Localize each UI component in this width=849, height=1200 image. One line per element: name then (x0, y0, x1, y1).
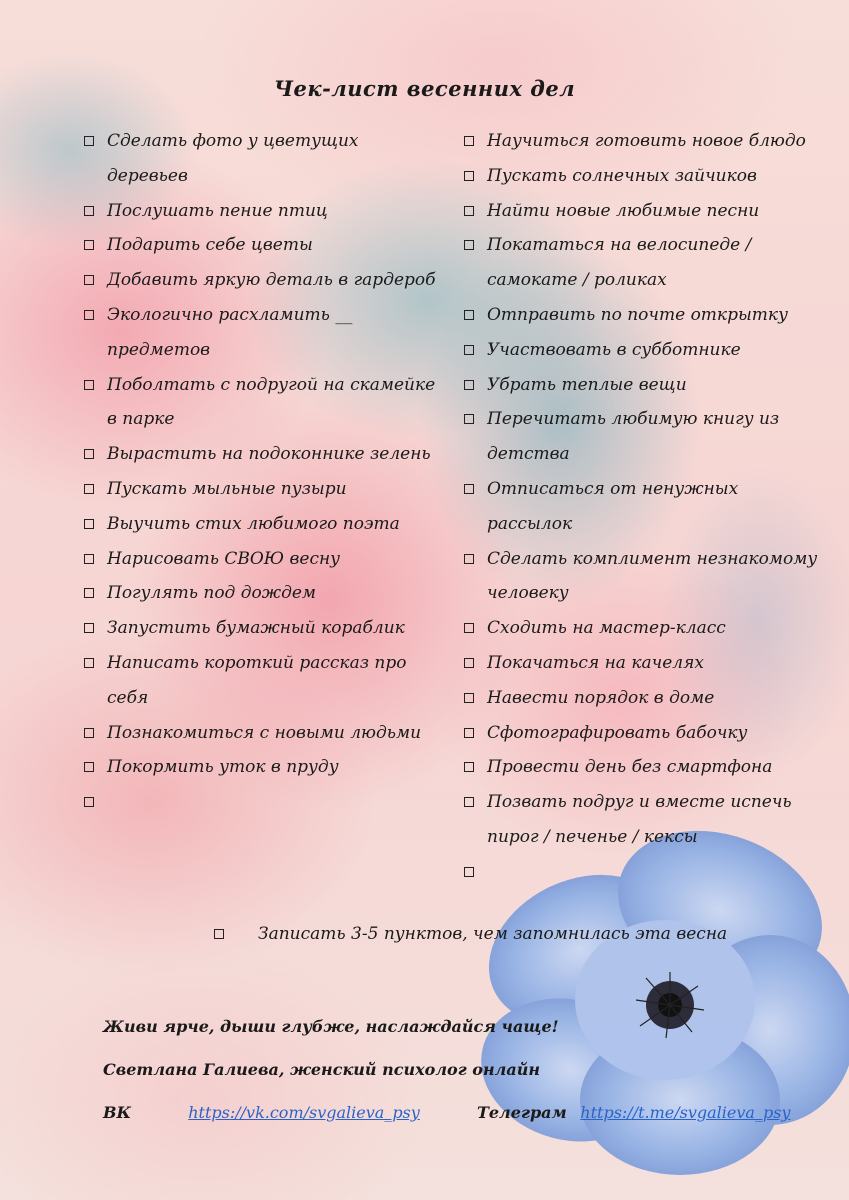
checklist-item[interactable]: Погулять под дождем (84, 576, 444, 611)
checklist-item[interactable]: Участвовать в субботнике (464, 333, 824, 368)
checklist-item[interactable]: Выучить стих любимого поэта (84, 507, 444, 542)
checkbox[interactable] (84, 275, 94, 285)
checkbox[interactable] (464, 240, 474, 250)
checklist-item[interactable]: Запустить бумажный кораблик (84, 611, 444, 646)
checklist-item[interactable]: Пускать мыльные пузыри (84, 472, 444, 507)
checklist-item[interactable]: Нарисовать СВОЮ весну (84, 542, 444, 577)
checklist-right (464, 124, 824, 877)
checkbox[interactable] (84, 484, 94, 494)
checkbox[interactable] (464, 310, 474, 320)
checklist-item[interactable]: Сделать комплимент незнакомому человеку (464, 542, 824, 612)
checkbox[interactable] (84, 380, 94, 390)
checklist-item[interactable]: Найти новые любимые песни (464, 194, 824, 229)
checklist-item[interactable]: Научиться готовить новое блюдо (464, 124, 824, 159)
checkbox[interactable] (84, 519, 94, 529)
checklist-item[interactable]: Покачаться на качелях (464, 646, 824, 681)
checkbox[interactable] (84, 797, 94, 807)
checkbox[interactable] (464, 171, 474, 181)
checkbox[interactable] (84, 136, 94, 146)
checklist-item[interactable]: Убрать теплые вещи (464, 368, 824, 403)
checkbox[interactable] (464, 136, 474, 146)
page-title: Чек-лист весенних дел (273, 76, 576, 101)
checkbox[interactable] (464, 554, 474, 564)
checkbox[interactable] (464, 728, 474, 738)
author-line: Светлана Галиева, женский психолог онлайн (103, 1060, 541, 1079)
special-item-label: Записать 3-5 пунктов, чем запомнилась эта весна (258, 924, 728, 944)
checkbox[interactable] (84, 206, 94, 216)
checkbox[interactable] (464, 414, 474, 424)
checklist-item[interactable]: Навести порядок в доме (464, 681, 824, 716)
checkbox[interactable] (84, 449, 94, 459)
checklist-item[interactable]: Познакомиться с новыми людьми (84, 716, 444, 751)
checkbox[interactable] (464, 797, 474, 807)
checklist-item[interactable]: Позвать подруг и вместе испечь пирог / печенье / кексы (464, 785, 824, 855)
checkbox[interactable] (464, 206, 474, 216)
checklist-item-special[interactable] (214, 924, 727, 944)
checklist-item[interactable]: Отправить по почте открытку (464, 298, 824, 333)
checklist-item[interactable]: Провести день без смартфона (464, 750, 824, 785)
checklist-item-empty[interactable] (84, 785, 444, 807)
checklist-item[interactable]: Сфотографировать бабочку (464, 716, 824, 751)
telegram-link[interactable]: https://t.me/svgalieva_psy (580, 1103, 791, 1122)
checkbox[interactable] (464, 693, 474, 703)
checklist-item[interactable]: Экологично расхламить __ предметов (84, 298, 444, 368)
checklist-item[interactable]: Вырастить на подоконнике зелень (84, 437, 444, 472)
telegram-label: Телеграм (476, 1103, 567, 1122)
checklist-item-empty[interactable] (464, 855, 824, 877)
vk-label: ВК (103, 1103, 132, 1122)
checklist-item[interactable]: Послушать пение птиц (84, 194, 444, 229)
checkbox[interactable] (84, 728, 94, 738)
contacts-line (103, 1103, 798, 1122)
checklist-item[interactable]: Перечитать любимую книгу из детства (464, 402, 824, 472)
checklist-item[interactable]: Отписаться от ненужных рассылок (464, 472, 824, 542)
checkbox[interactable] (464, 345, 474, 355)
checkbox[interactable] (84, 623, 94, 633)
checklist-item[interactable]: Сделать фото у цветущих деревьев (84, 124, 444, 194)
checklist-item[interactable]: Покататься на велосипеде / самокате / роликах (464, 228, 824, 298)
checklist-item[interactable]: Сходить на мастер-класс (464, 611, 824, 646)
checklist-left (84, 124, 444, 807)
checklist-item[interactable]: Пускать солнечных зайчиков (464, 159, 824, 194)
vk-link[interactable]: https://vk.com/svgalieva_psy (188, 1103, 420, 1122)
checkbox[interactable] (464, 762, 474, 772)
checkbox[interactable] (84, 658, 94, 668)
checkbox[interactable] (464, 484, 474, 494)
checkbox[interactable] (464, 380, 474, 390)
checkbox[interactable] (84, 240, 94, 250)
checkbox[interactable] (464, 867, 474, 877)
checklist-item[interactable]: Подарить себе цветы (84, 228, 444, 263)
checkbox[interactable] (84, 310, 94, 320)
checkbox[interactable] (84, 554, 94, 564)
checkbox[interactable] (464, 658, 474, 668)
checklist-item[interactable]: Добавить яркую деталь в гардероб (84, 263, 444, 298)
checklist-item[interactable]: Написать короткий рассказ про себя (84, 646, 444, 716)
checklist-item[interactable]: Поболтать с подругой на скамейке в парке (84, 368, 444, 438)
slogan: Живи ярче, дыши глубже, наслаждайся чаще! (103, 1017, 559, 1036)
checkbox[interactable] (84, 588, 94, 598)
checkbox[interactable] (464, 623, 474, 633)
checkbox[interactable] (84, 762, 94, 772)
checkbox[interactable] (214, 929, 224, 939)
checklist-item[interactable]: Покормить уток в пруду (84, 750, 444, 785)
